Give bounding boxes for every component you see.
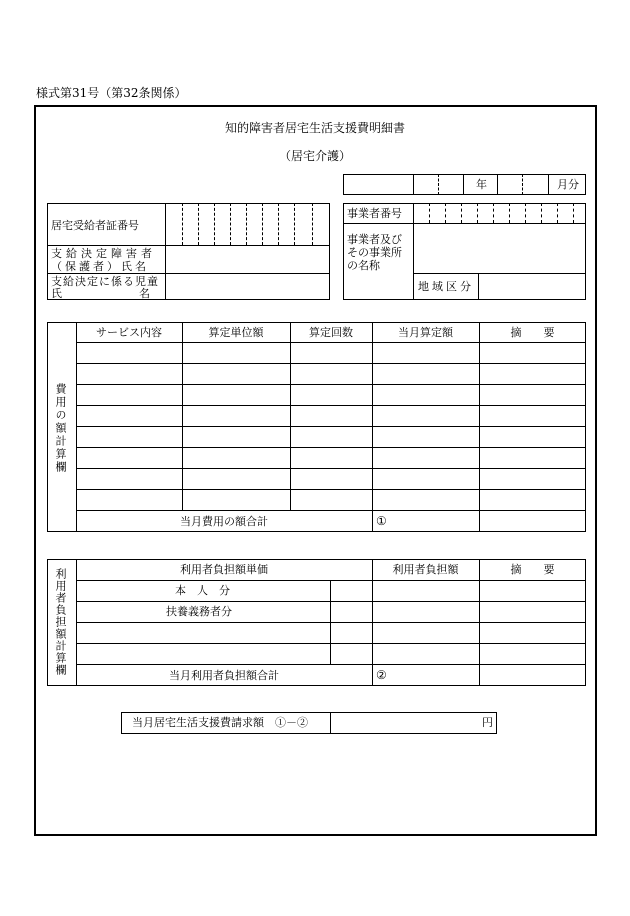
month-label: 月分 xyxy=(557,178,579,191)
provider-name-label-1: 事業者及び xyxy=(347,233,402,246)
form-subtitle: （居宅介護） xyxy=(278,149,351,163)
form-number: 様式第31号（第32条関係） xyxy=(36,86,187,100)
burden-row-self: 本 人 分 xyxy=(175,584,230,597)
claim-label: 当月居宅生活支援費請求額 ①－② xyxy=(132,716,308,729)
cost-total-label: 当月費用の額合計 xyxy=(180,515,268,528)
cost-header-remarks: 摘 要 xyxy=(510,326,555,339)
provider-name-label-2: その事業所 xyxy=(347,246,402,259)
cost-header-count: 算定回数 xyxy=(309,326,353,339)
burden-row-support: 扶養義務者分 xyxy=(166,605,232,618)
guardian-label-2: （保護者）氏名 xyxy=(51,260,149,273)
cost-total-mark: ① xyxy=(376,514,387,528)
provider-number-label: 事業者番号 xyxy=(347,207,402,220)
burden-side-label: 利用者負担額計算欄 xyxy=(54,568,67,676)
burden-header-remarks: 摘 要 xyxy=(510,563,555,576)
child-label-2: 氏 名 xyxy=(51,287,150,300)
claim-unit: 円 xyxy=(482,716,493,729)
form-title: 知的障害者居宅生活支援費明細書 xyxy=(224,121,405,135)
cost-header-unit: 算定単位額 xyxy=(208,326,264,339)
date-box xyxy=(343,174,586,195)
burden-header-amount: 利用者負担額 xyxy=(392,563,459,576)
area-label: 地域区分 xyxy=(418,280,474,293)
child-label-1: 支給決定に係る児童 xyxy=(51,275,159,288)
guardian-label-1: 支給決定障害者 xyxy=(51,247,156,260)
cost-header-amount: 当月算定額 xyxy=(398,326,453,339)
cost-side-label: 費用の額計算欄 xyxy=(54,383,67,474)
cert-number-label: 居宅受給者証番号 xyxy=(51,219,139,232)
cost-table xyxy=(47,322,586,532)
burden-header-unit: 利用者負担額単価 xyxy=(180,563,268,576)
burden-total-label: 当月利用者負担額合計 xyxy=(169,669,279,682)
provider-name-label-3: の名称 xyxy=(347,259,380,272)
year-label: 年 xyxy=(476,178,487,191)
burden-total-mark: ② xyxy=(376,668,387,682)
cost-header-service: サービス内容 xyxy=(96,326,162,339)
